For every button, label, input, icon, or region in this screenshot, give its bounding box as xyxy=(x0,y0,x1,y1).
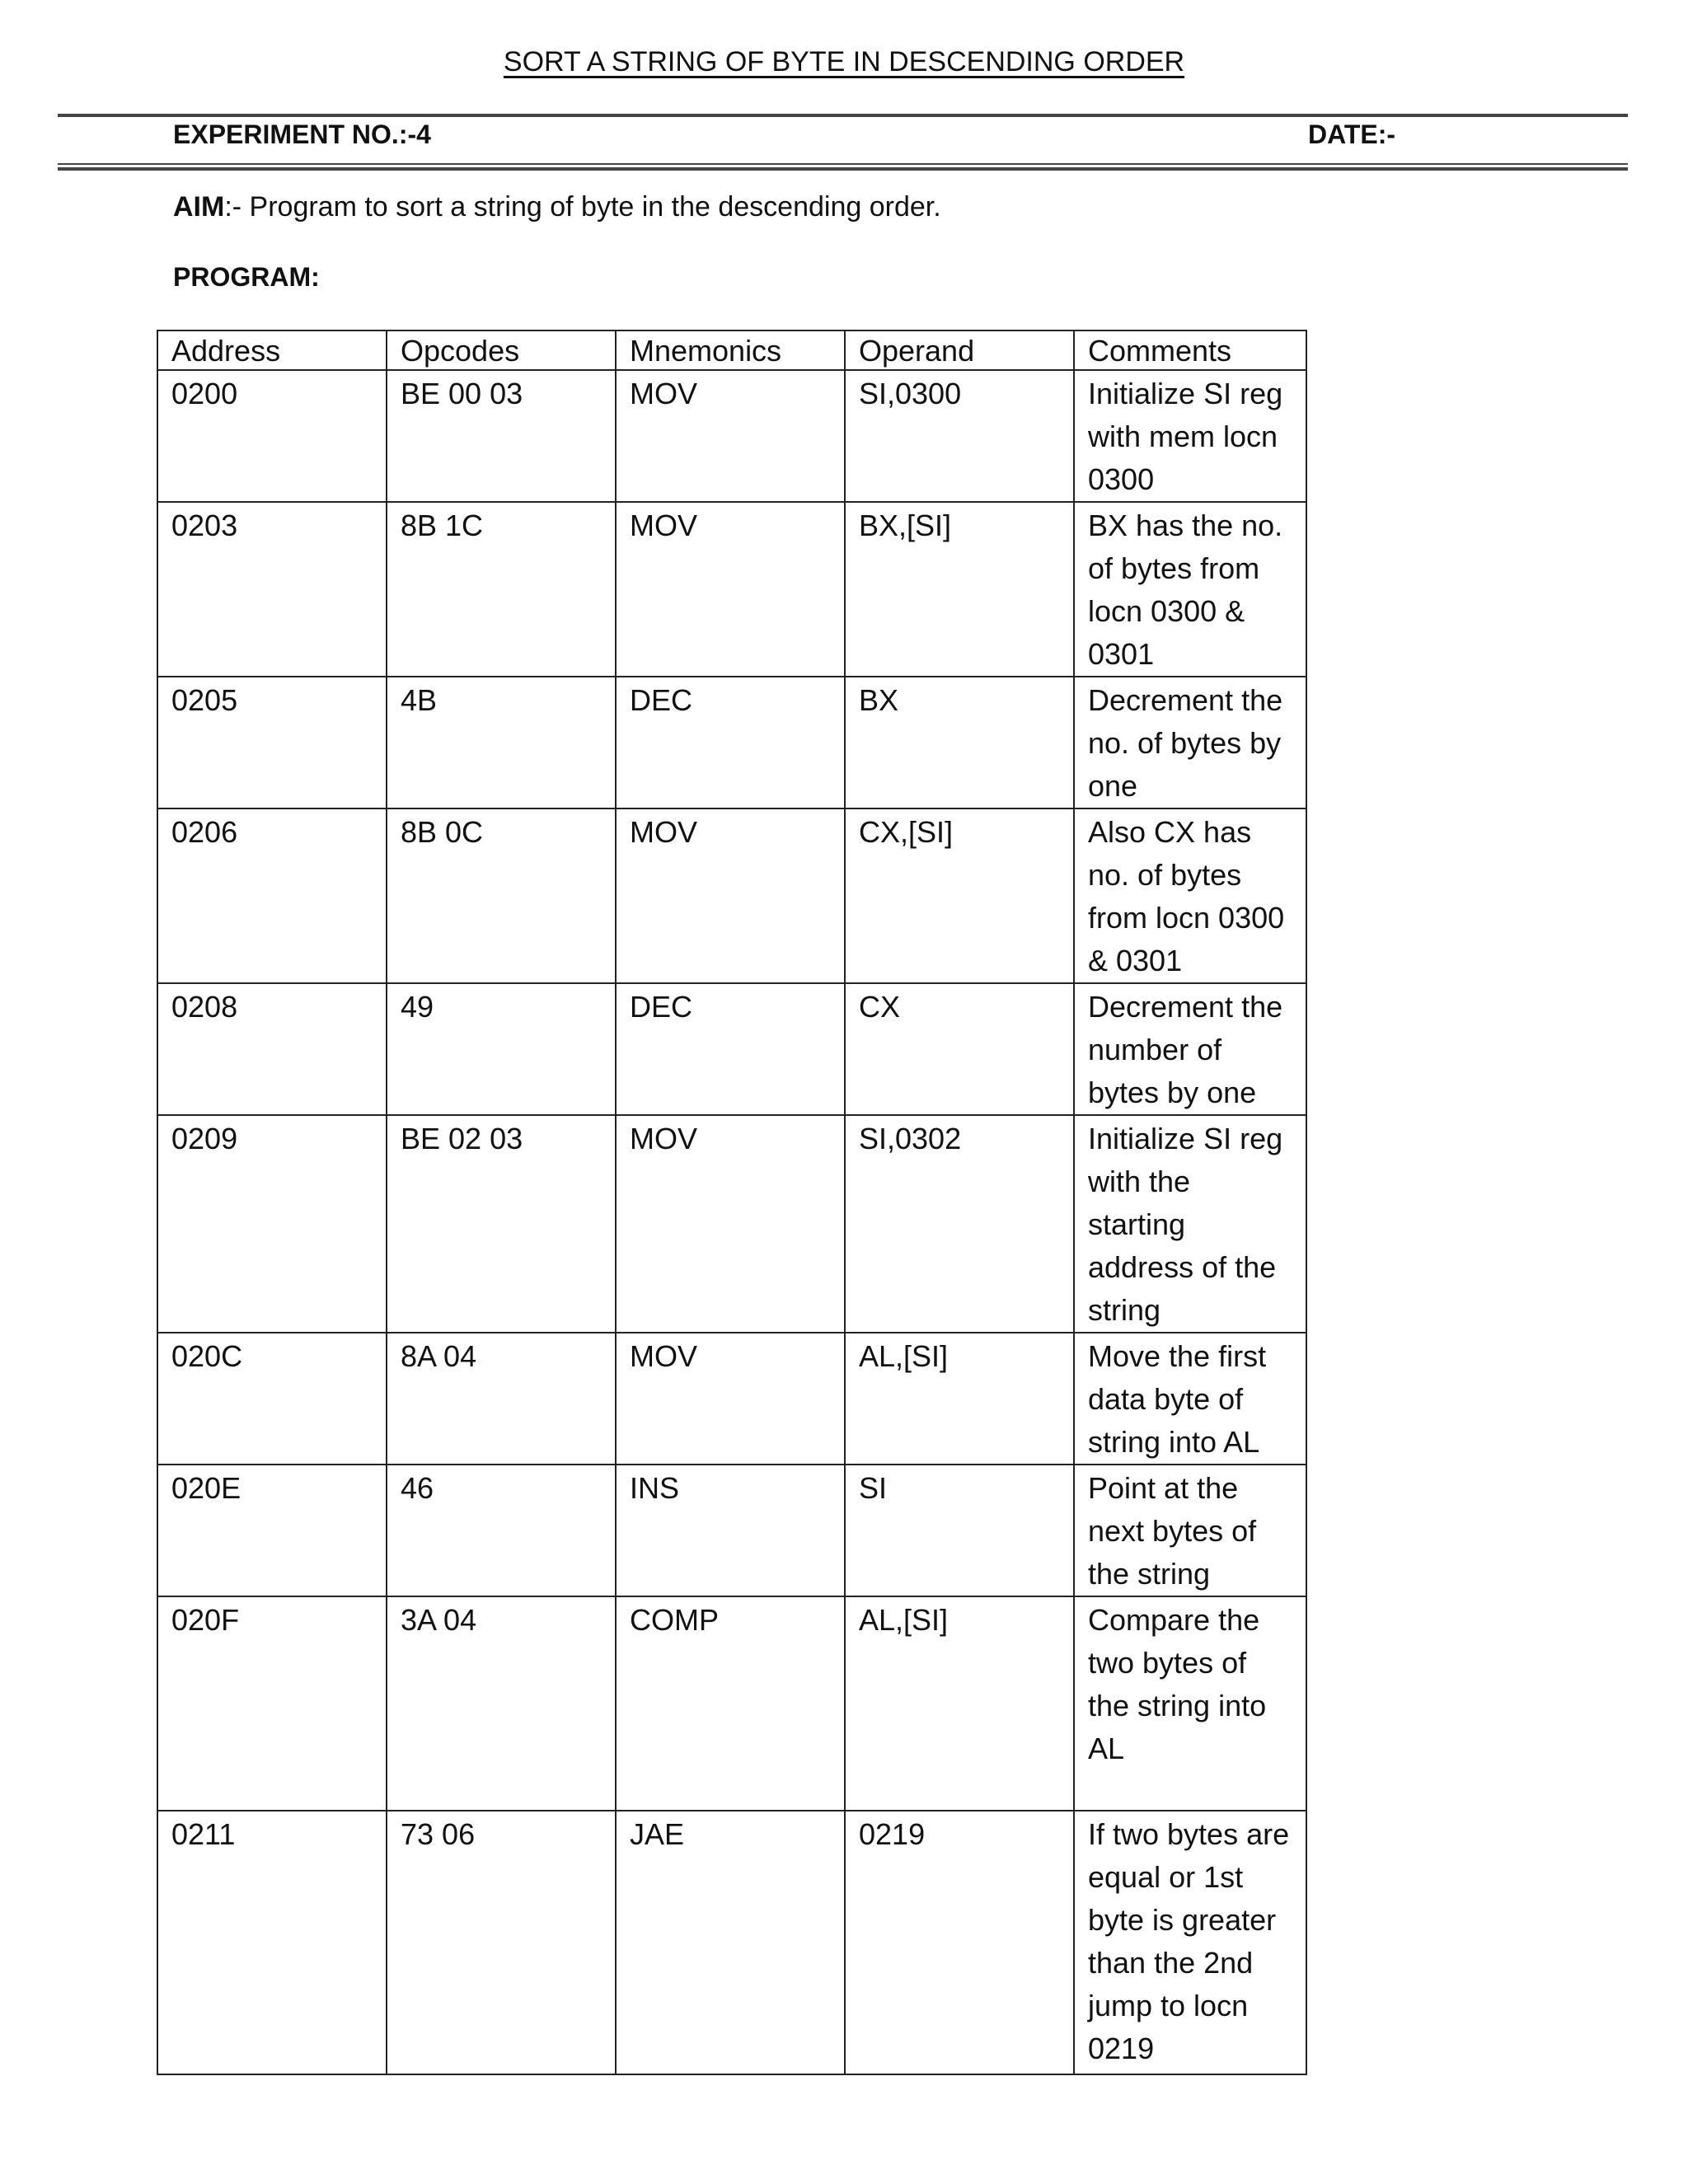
cell-address: 0203 xyxy=(157,502,387,677)
program-table xyxy=(157,330,1307,2075)
program-label: PROGRAM: xyxy=(173,262,320,292)
cell-operand: AL,[SI] xyxy=(845,1596,1074,1811)
cell-comment: If two bytes are equal or 1st byte is greater than the 2nd jump to locn 0219 xyxy=(1074,1811,1306,2074)
table-row xyxy=(157,808,1306,983)
cell-operand: AL,[SI] xyxy=(845,1333,1074,1465)
cell-opcode: 73 06 xyxy=(387,1811,616,2074)
cell-opcode: BE 02 03 xyxy=(387,1115,616,1333)
cell-address: 0205 xyxy=(157,677,387,808)
header-rule-bottom-1 xyxy=(58,163,1628,165)
cell-operand: BX xyxy=(845,677,1074,808)
table-row xyxy=(157,502,1306,677)
cell-operand: 0219 xyxy=(845,1811,1074,2074)
cell-operand: CX xyxy=(845,983,1074,1115)
cell-comment: BX has the no. of bytes from locn 0300 & 0301 xyxy=(1074,502,1306,677)
header-rule-bottom-2 xyxy=(58,167,1628,171)
cell-comment: Initialize SI reg with the starting address of the string xyxy=(1074,1115,1306,1333)
cell-mnemonic: INS xyxy=(616,1465,845,1596)
cell-operand: BX,[SI] xyxy=(845,502,1074,677)
cell-mnemonic: MOV xyxy=(616,502,845,677)
table-row xyxy=(157,1596,1306,1811)
table-row xyxy=(157,1465,1306,1596)
cell-opcode: 8B 1C xyxy=(387,502,616,677)
cell-comment: Initialize SI reg with mem locn 0300 xyxy=(1074,370,1306,502)
header-rule-top xyxy=(58,114,1628,117)
cell-comment: Compare the two bytes of the string into AL xyxy=(1074,1596,1306,1811)
cell-opcode: 8B 0C xyxy=(387,808,616,983)
cell-address: 0211 xyxy=(157,1811,387,2074)
header-mnemonics: Mnemonics xyxy=(616,330,845,370)
cell-opcode: 8A 04 xyxy=(387,1333,616,1465)
table-row xyxy=(157,677,1306,808)
cell-mnemonic: DEC xyxy=(616,983,845,1115)
cell-address: 020E xyxy=(157,1465,387,1596)
cell-address: 0206 xyxy=(157,808,387,983)
program-table-container xyxy=(157,330,1306,2065)
cell-comment: Move the first data byte of string into AL xyxy=(1074,1333,1306,1465)
cell-mnemonic: DEC xyxy=(616,677,845,808)
cell-operand: CX,[SI] xyxy=(845,808,1074,983)
cell-comment: Decrement the number of bytes by one xyxy=(1074,983,1306,1115)
cell-opcode: BE 00 03 xyxy=(387,370,616,502)
aim-statement xyxy=(173,191,941,223)
aim-text: :- Program to sort a string of byte in the descending order. xyxy=(224,191,941,223)
table-row xyxy=(157,1115,1306,1333)
cell-opcode: 4B xyxy=(387,677,616,808)
cell-mnemonic: JAE xyxy=(616,1811,845,2074)
cell-operand: SI,0302 xyxy=(845,1115,1074,1333)
cell-comment: Point at the next bytes of the string xyxy=(1074,1465,1306,1596)
header-opcodes: Opcodes xyxy=(387,330,616,370)
cell-mnemonic: MOV xyxy=(616,1333,845,1465)
header-operand: Operand xyxy=(845,330,1074,370)
page-title xyxy=(0,46,1688,78)
table-row xyxy=(157,983,1306,1115)
cell-address: 020C xyxy=(157,1333,387,1465)
cell-address: 020F xyxy=(157,1596,387,1811)
cell-comment: Also CX has no. of bytes from locn 0300 & 0301 xyxy=(1074,808,1306,983)
cell-operand: SI xyxy=(845,1465,1074,1596)
table-row xyxy=(157,370,1306,502)
cell-comment: Decrement the no. of bytes by one xyxy=(1074,677,1306,808)
title-text: SORT A STRING OF BYTE IN DESCENDING ORDER xyxy=(503,46,1185,77)
cell-mnemonic: COMP xyxy=(616,1596,845,1811)
cell-address: 0209 xyxy=(157,1115,387,1333)
table-header-row xyxy=(157,330,1306,370)
cell-mnemonic: MOV xyxy=(616,808,845,983)
cell-mnemonic: MOV xyxy=(616,370,845,502)
header-comments: Comments xyxy=(1074,330,1306,370)
table-row xyxy=(157,1333,1306,1465)
date-label: DATE:- xyxy=(1308,120,1396,149)
table-row xyxy=(157,1811,1306,2074)
aim-label: AIM xyxy=(173,191,225,223)
cell-opcode: 49 xyxy=(387,983,616,1115)
cell-address: 0208 xyxy=(157,983,387,1115)
header-address: Address xyxy=(157,330,387,370)
cell-opcode: 3A 04 xyxy=(387,1596,616,1811)
cell-address: 0200 xyxy=(157,370,387,502)
experiment-number: EXPERIMENT NO.:-4 xyxy=(173,120,431,149)
cell-mnemonic: MOV xyxy=(616,1115,845,1333)
cell-opcode: 46 xyxy=(387,1465,616,1596)
cell-operand: SI,0300 xyxy=(845,370,1074,502)
